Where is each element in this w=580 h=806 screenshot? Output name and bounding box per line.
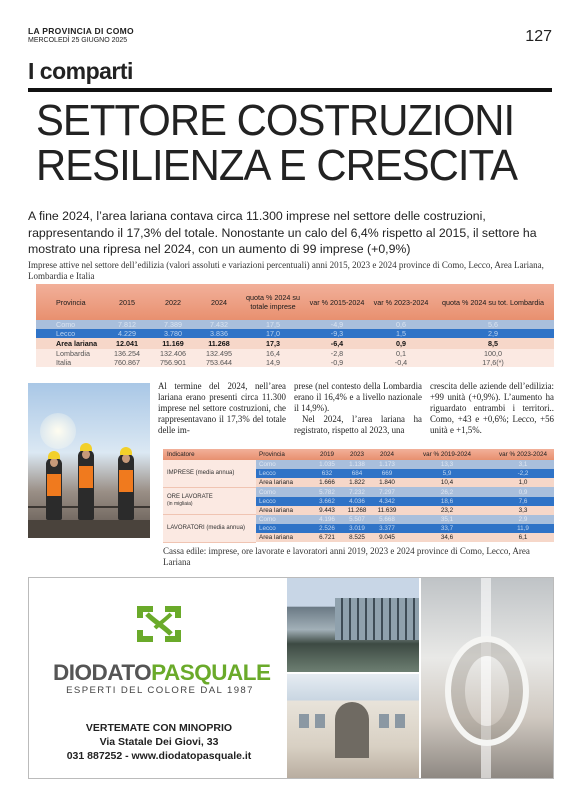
cassa-edile-table-header xyxy=(163,449,554,460)
indicator-unit: (in migliaia) xyxy=(167,500,193,507)
article-column-2 xyxy=(294,381,422,436)
cell: 1.138 xyxy=(349,461,365,469)
diodato-logo-icon xyxy=(129,594,189,654)
header-cell: var % 2023-2024 xyxy=(373,297,429,307)
cell: 7.297 xyxy=(379,488,395,496)
cell: Area lariana xyxy=(56,339,98,348)
cell: 6.721 xyxy=(319,534,335,542)
article-text: crescita delle aziende dell’edilizia: +99 unità (+0,9%). L’aumento ha riguardato entrambi i territori.. Como, +43 e +0,6%; Lecco, +56 unità e +1,5%. xyxy=(430,381,554,436)
cell: 136.254 xyxy=(114,349,140,358)
cell: 1.173 xyxy=(379,461,395,469)
cell: 1,5 xyxy=(396,329,406,338)
cell: 2.526 xyxy=(319,525,335,533)
header-cell: quota % 2024 su totale imprese xyxy=(246,293,300,311)
cell: 11,9 xyxy=(517,525,529,533)
cell: 33,7 xyxy=(440,525,454,533)
ad-photo-spiral-staircase xyxy=(421,578,553,778)
cell: 5.507 xyxy=(349,516,365,524)
worker-figure xyxy=(78,450,94,520)
cell: 5,6 xyxy=(488,320,498,329)
cell: 7.389 xyxy=(164,320,182,329)
cell: 3.780 xyxy=(164,329,182,338)
indicator-column xyxy=(163,460,256,543)
masthead xyxy=(28,26,134,44)
businesses-table xyxy=(36,284,554,376)
cell: 132.406 xyxy=(160,349,186,358)
cell: 753.644 xyxy=(206,358,232,367)
cell: 2,9 xyxy=(488,329,498,338)
cell: 34,6 xyxy=(440,534,454,542)
table-row xyxy=(36,320,554,329)
cell: 5.782 xyxy=(319,488,335,496)
article-text: Al termine del 2024, nell’area lariana erano presenti circa 11.300 imprese nel settore costruzioni, che rappresentavano il 17,3% del totale delle im- xyxy=(158,381,286,436)
cell: -2,2 xyxy=(517,470,529,478)
photo-ground xyxy=(28,520,150,538)
cell: 0,6 xyxy=(396,320,406,329)
photo-sun xyxy=(40,413,76,449)
cell: 0,1 xyxy=(396,349,406,358)
cell: 3,3 xyxy=(518,506,528,514)
header-cell: 2024 xyxy=(379,451,394,458)
table-row xyxy=(36,338,554,349)
cell: 35,1 xyxy=(440,516,454,524)
table-row xyxy=(256,487,554,496)
cell: Area lariana xyxy=(259,534,293,542)
lead-paragraph: A fine 2024, l’area lariana contava circa 11.300 imprese nel settore delle costruzioni, rappresentando il 17,3% del totale. Nonostante un calo del 6,4% rispetto al 2015, il settore ha mostrato una ripresa nel 2024, con un aumento di 99 imprese (+0,9%) xyxy=(28,209,537,256)
cell: Lecco xyxy=(259,497,276,505)
cell: 10,4 xyxy=(440,479,454,487)
table-row xyxy=(36,329,554,338)
cell: Como xyxy=(56,320,76,329)
indicator-label xyxy=(163,488,256,516)
cell: 13,3 xyxy=(440,461,454,469)
cell: 5.668 xyxy=(379,516,395,524)
ad-city: VERTEMATE CON MINOPRIO xyxy=(85,722,233,734)
table-row xyxy=(256,533,554,542)
cell: 4.229 xyxy=(118,329,136,338)
worker-figure xyxy=(46,458,62,520)
cassa-edile-table-body xyxy=(163,460,554,543)
ad-photo-modern-building xyxy=(287,578,419,672)
cell: 3.377 xyxy=(379,525,395,533)
table-row xyxy=(256,515,554,524)
ad-photo-historic-courtyard xyxy=(287,674,419,778)
cell: -6,4 xyxy=(330,339,344,348)
cell: 2,9 xyxy=(518,516,528,524)
header-cell: var % 2023-2024 xyxy=(499,451,547,458)
table-row xyxy=(256,506,554,515)
cell: 1.840 xyxy=(379,479,395,487)
article-column-3 xyxy=(430,381,554,436)
cell: 8.525 xyxy=(349,534,365,542)
cell: 7,6 xyxy=(518,497,528,505)
header-cell: 2023 xyxy=(349,451,364,458)
cell: 11.169 xyxy=(162,339,184,348)
indicator-name: ORE LAVORATE xyxy=(167,493,213,500)
header-cell: var % 2015-2024 xyxy=(309,297,365,307)
cell: 16,4 xyxy=(266,349,280,358)
cell: Lecco xyxy=(56,329,76,338)
businesses-table-header xyxy=(36,284,554,320)
table1-caption: Imprese attive nel settore dell’edilizia (valori assoluti e variazioni percentuali) anni 2015, 2023 e 2024 province di Como, Lecco, Area Lariana, Lombardia e Italia xyxy=(28,260,544,281)
cell: 4.196 xyxy=(319,516,335,524)
cell: 132.495 xyxy=(206,349,232,358)
headline-line-2: RESILIENZA E CRESCITA xyxy=(36,141,517,190)
table-row xyxy=(36,349,554,358)
cell: 9.045 xyxy=(379,534,395,542)
cell: 684 xyxy=(351,470,363,478)
cell: 7.232 xyxy=(349,488,365,496)
cell: 14,9 xyxy=(266,358,280,367)
ad-street: Via Statale Dei Giovi, 33 xyxy=(99,736,219,748)
cell: 23,2 xyxy=(440,506,454,514)
cell: 12.041 xyxy=(116,339,138,348)
table-row xyxy=(256,460,554,469)
cell: 3.019 xyxy=(349,525,365,533)
cell: Como xyxy=(259,516,276,524)
headline-line-1: SETTORE COSTRUZIONI xyxy=(36,96,515,145)
cassa-edile-rows xyxy=(256,460,554,543)
cell: -2,8 xyxy=(330,349,344,358)
brand-part-1: DIODATO xyxy=(53,660,152,685)
cell: 8,5 xyxy=(488,339,498,348)
cell: 1,0 xyxy=(518,479,528,487)
ad-tagline: ESPERTI DEL COLORE DAL 1987 xyxy=(66,685,254,696)
cell: 632 xyxy=(321,470,333,478)
section-rule xyxy=(28,88,552,92)
cell: 17,3 xyxy=(266,339,280,348)
table2-caption: Cassa edile: imprese, ore lavorate e lavoratori anni 2019, 2023 e 2024 province di Como, Lecco, Area Lariana xyxy=(163,546,530,567)
section-header xyxy=(28,58,552,92)
header-cell: quota % 2024 su tot. Lombardia xyxy=(442,297,544,307)
cell: 756.901 xyxy=(160,358,186,367)
table-row xyxy=(256,497,554,506)
cell: 760.867 xyxy=(114,358,140,367)
article-text: prese (nel contesto della Lombardia erano il 16,4% e a livello nazionale il 14,9%). xyxy=(294,381,422,414)
cell: 4.342 xyxy=(379,497,395,505)
ad-text-panel xyxy=(29,578,285,778)
cell: 7.432 xyxy=(210,320,228,329)
header-cell: 2019 xyxy=(319,451,334,458)
cell: -0,9 xyxy=(330,358,344,367)
ad-photo-collage xyxy=(287,578,553,778)
cell: Como xyxy=(259,488,276,496)
header-cell: Provincia xyxy=(56,297,86,307)
cell: 5,9 xyxy=(442,470,452,478)
header-cell: 2015 xyxy=(119,297,135,307)
cell: 1.822 xyxy=(349,479,365,487)
cell: 9.443 xyxy=(319,506,335,514)
cell: 18,6 xyxy=(440,497,454,505)
cell: 17,5 xyxy=(266,320,280,329)
cell: 17,6(*) xyxy=(482,358,504,367)
indicator-name: LAVORATORI (media annua) xyxy=(167,524,246,531)
indicator-name: IMPRESE (media annua) xyxy=(167,469,235,476)
table-row xyxy=(256,524,554,533)
article-column-1 xyxy=(158,381,286,436)
advertisement[interactable] xyxy=(28,577,554,779)
header-cell: 2024 xyxy=(211,297,227,307)
issue-date: MERCOLEDÌ 25 GIUGNO 2025 xyxy=(28,37,128,44)
cell: Lombardia xyxy=(56,349,90,358)
ad-contact[interactable]: 031 887252 - www.diodatopasquale.it xyxy=(66,750,252,762)
section-title: I comparti xyxy=(28,58,133,84)
table-row xyxy=(36,358,554,367)
cell: -4,9 xyxy=(330,320,344,329)
cell: 1.666 xyxy=(319,479,335,487)
cell: 1.035 xyxy=(319,461,335,469)
cell: 3.836 xyxy=(210,329,228,338)
cell: 0,9 xyxy=(518,488,528,496)
indicator-label xyxy=(163,460,256,488)
ad-brand xyxy=(53,660,273,686)
headline xyxy=(36,98,530,188)
cell: Area lariana xyxy=(259,506,293,514)
cell: 11.268 xyxy=(208,339,230,348)
cassa-edile-table xyxy=(163,449,554,543)
cell: Como xyxy=(259,461,276,469)
worker-figure xyxy=(118,454,134,520)
table-row xyxy=(256,469,554,478)
ad-address xyxy=(49,721,269,763)
header-cell: 2022 xyxy=(165,297,181,307)
header-cell: Indicatore xyxy=(167,451,195,458)
cell: Italia xyxy=(56,358,72,367)
newspaper-name: LA PROVINCIA DI COMO xyxy=(28,26,134,36)
cell: 26,2 xyxy=(440,488,454,496)
cell: -0,4 xyxy=(394,358,408,367)
cell: 7.812 xyxy=(118,320,136,329)
cell: 6,1 xyxy=(518,534,528,542)
cell: -9,3 xyxy=(330,329,344,338)
cell: 669 xyxy=(381,470,393,478)
table-row xyxy=(256,478,554,487)
indicator-label xyxy=(163,515,256,543)
cell: Lecco xyxy=(259,470,276,478)
article-text: Nel 2024, l’area lariana ha registrato, rispetto al 2023, una xyxy=(294,414,422,436)
cell: 100,0 xyxy=(484,349,502,358)
cell: Area lariana xyxy=(259,479,293,487)
brand-part-2: PASQUALE xyxy=(151,660,271,685)
cell: 17,0 xyxy=(266,329,280,338)
header-cell: Provincia xyxy=(259,451,285,458)
cell: 11.639 xyxy=(377,506,397,514)
cell: 3,1 xyxy=(518,461,528,469)
cell: 11.268 xyxy=(347,506,367,514)
header-cell: var % 2019-2024 xyxy=(423,451,471,458)
page-number: 127 xyxy=(525,28,552,45)
cell: 0,9 xyxy=(396,339,406,348)
cell: Lecco xyxy=(259,525,276,533)
workers-photo xyxy=(28,383,150,538)
cell: 3.662 xyxy=(319,497,335,505)
cell: 4.036 xyxy=(349,497,365,505)
